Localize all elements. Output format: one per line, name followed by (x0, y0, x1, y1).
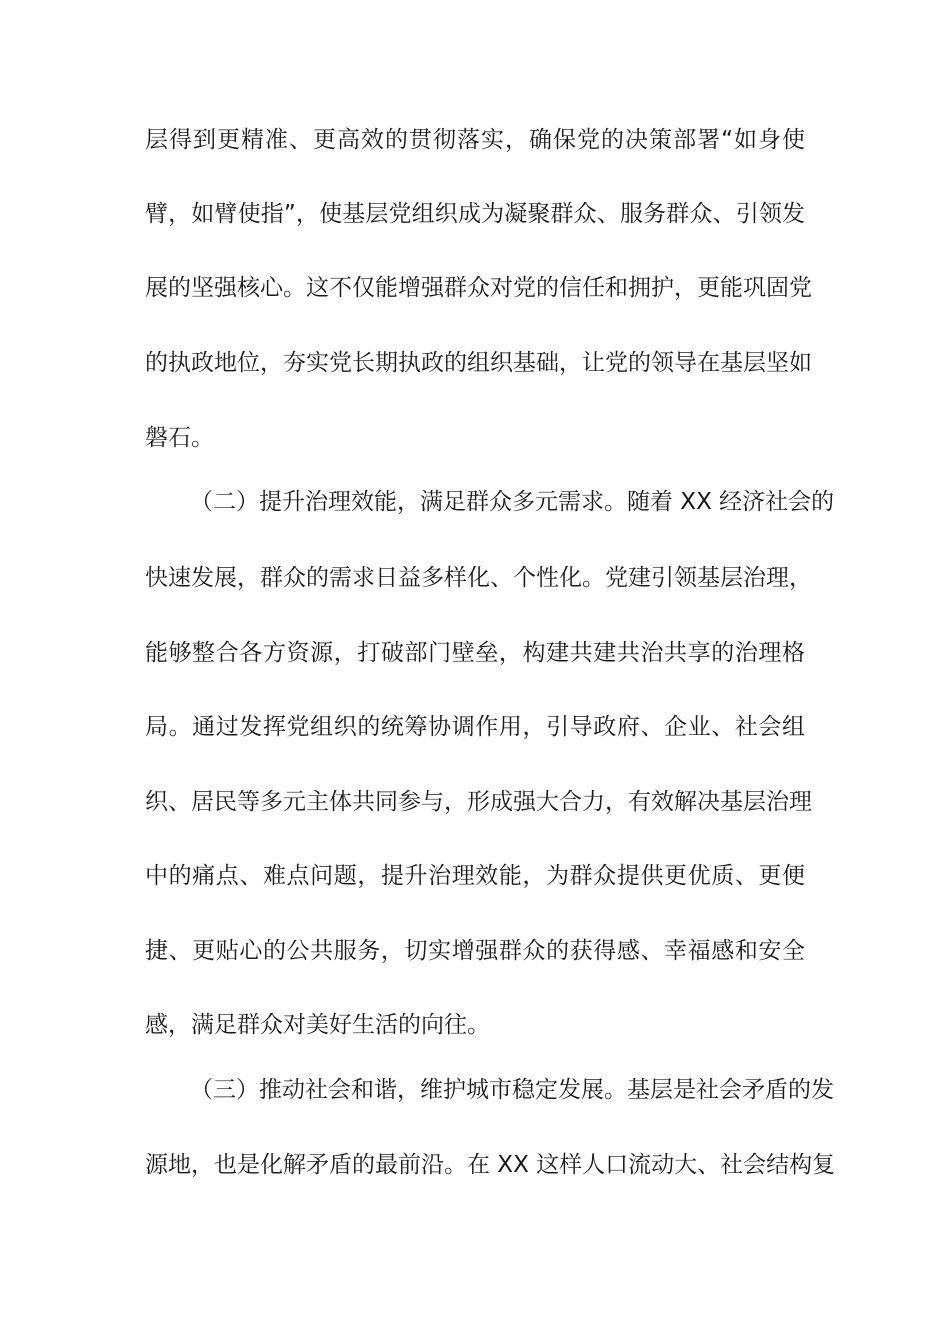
text-line: 磐石。 (145, 425, 214, 451)
section-heading-line: （二）提升治理效能，满足群众多元需求。随着 XX 经济社会的 (190, 489, 835, 515)
text-line: 源地，也是化解矛盾的最前沿。在 XX 这样人口流动大、社会结构复 (145, 1152, 836, 1178)
text-line: 中的痛点、难点问题，提升治理效能，为群众提供更优质、更便 (145, 863, 805, 889)
text-line: 臂，如臂使指”，使基层党组织成为凝聚群众、服务群众、引领发 (145, 201, 805, 227)
text-line: 感，满足群众对美好生活的向往。 (145, 1012, 490, 1038)
text-line: 快速发展，群众的需求日益多样化、个性化。党建引领基层治理， (145, 565, 812, 591)
text-line: 层得到更精准、更高效的贯彻落实，确保党的决策部署“如身使 (145, 127, 805, 153)
text-line: 展的坚强核心。这不仅能增强群众对党的信任和拥护，更能巩固党 (145, 275, 812, 301)
text-line: 的执政地位，夯实党长期执政的组织基础，让党的领导在基层坚如 (145, 350, 812, 376)
text-line: 能够整合各方资源，打破部门壁垒，构建共建共治共享的治理格 (145, 640, 805, 666)
section-heading-line: （三）推动社会和谐，维护城市稳定发展。基层是社会矛盾的发 (190, 1077, 834, 1103)
text-line: 织、居民等多元主体共同参与，形成强大合力，有效解决基层治理 (145, 789, 812, 815)
text-line: 捷、更贴心的公共服务，切实增强群众的获得感、幸福感和安全 (145, 938, 805, 964)
text-line: 局。通过发挥党组织的统筹协调作用，引导政府、企业、社会组 (145, 714, 805, 740)
